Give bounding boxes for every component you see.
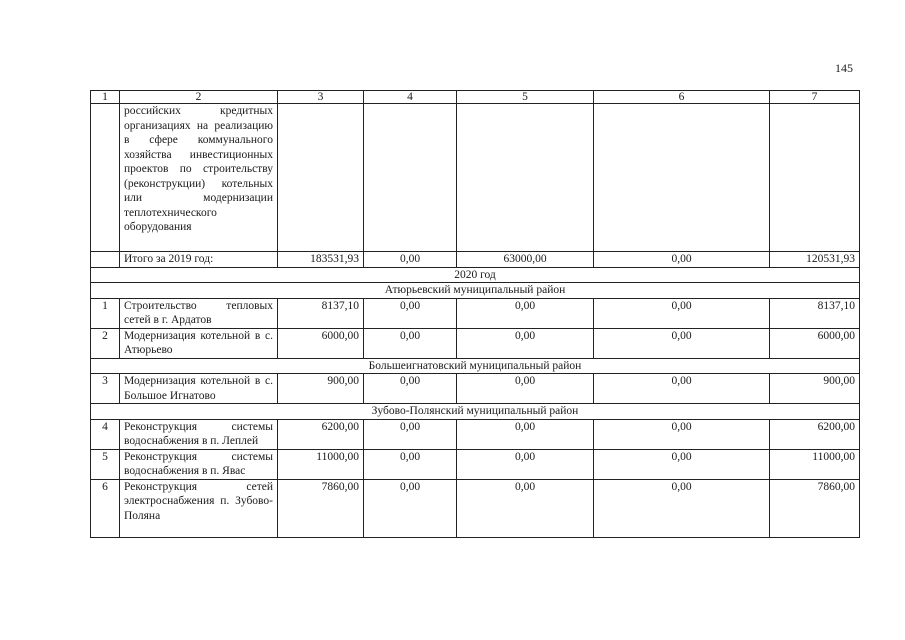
row-col3: 6000,00 (278, 328, 364, 358)
total-2019-col3: 183531,93 (278, 252, 364, 268)
year-row (91, 267, 860, 283)
row-col5: 0,00 (457, 419, 594, 449)
row-col3: 8137,10 (278, 298, 364, 328)
table-row (91, 479, 860, 537)
table-row (91, 328, 860, 358)
budget-table (90, 90, 860, 538)
row-col3: 7860,00 (278, 479, 364, 537)
row-col4: 0,00 (364, 328, 457, 358)
row-number: 2 (91, 328, 120, 358)
row-number: 5 (91, 449, 120, 479)
table-row (91, 449, 860, 479)
district-row (91, 358, 860, 374)
row-col3: 11000,00 (278, 449, 364, 479)
district-heading: Атюрьевский муниципальный район (91, 283, 860, 299)
total-2019-col6: 0,00 (594, 252, 770, 268)
table-row (91, 298, 860, 328)
row-col6: 0,00 (594, 419, 770, 449)
continued-row (91, 104, 860, 252)
district-heading: Зубово-Полянский муниципальный район (91, 404, 860, 420)
column-header: 5 (457, 91, 594, 104)
row-name: Реконструкция системы водоснабжения в п. Явас (120, 449, 278, 479)
row-name: Строительство тепловых сетей в г. Ардатов (120, 298, 278, 328)
column-header: 6 (594, 91, 770, 104)
column-header: 7 (770, 91, 860, 104)
row-name: Реконструкция системы водоснабжения в п. Леплей (120, 419, 278, 449)
row-col4: 0,00 (364, 449, 457, 479)
row-col4: 0,00 (364, 374, 457, 404)
row-col5: 0,00 (457, 449, 594, 479)
row-col7: 8137,10 (770, 298, 860, 328)
row-col6: 0,00 (594, 449, 770, 479)
row-name: Модернизация котельной в с. Большое Игнатово (120, 374, 278, 404)
row-number: 4 (91, 419, 120, 449)
table-row (91, 374, 860, 404)
row-col5: 0,00 (457, 479, 594, 537)
row-name: Модернизация котельной в с. Атюрьево (120, 328, 278, 358)
row-col6: 0,00 (594, 328, 770, 358)
row-col7: 900,00 (770, 374, 860, 404)
row-name: Реконструкция сетей электроснабжения п. Зубово-Поляна (120, 479, 278, 537)
row-col5: 0,00 (457, 328, 594, 358)
district-row (91, 404, 860, 420)
row-col6: 0,00 (594, 298, 770, 328)
row-col4: 0,00 (364, 419, 457, 449)
total-2019-col7: 120531,93 (770, 252, 860, 268)
row-col4: 0,00 (364, 479, 457, 537)
row-col7: 6200,00 (770, 419, 860, 449)
continued-row-name: российских кредитных организациях на реализацию в сфере коммунального хозяйства инвестиционных проектов по строительству (реконструкции) котельных или модернизации теплотехнического оборудования (120, 104, 278, 252)
row-col3: 900,00 (278, 374, 364, 404)
year-heading: 2020 год (91, 267, 860, 283)
district-heading: Большеигнатовский муниципальный район (91, 358, 860, 374)
column-header: 2 (120, 91, 278, 104)
row-col5: 0,00 (457, 298, 594, 328)
row-col7: 7860,00 (770, 479, 860, 537)
row-col7: 11000,00 (770, 449, 860, 479)
table-row (91, 419, 860, 449)
row-col6: 0,00 (594, 479, 770, 537)
table-header-row (91, 91, 860, 104)
row-col4: 0,00 (364, 298, 457, 328)
total-2019-label: Итого за 2019 год: (120, 252, 278, 268)
row-number: 3 (91, 374, 120, 404)
row-col3: 6200,00 (278, 419, 364, 449)
column-header: 4 (364, 91, 457, 104)
row-col6: 0,00 (594, 374, 770, 404)
total-2019-row (91, 252, 860, 268)
total-2019-col5: 63000,00 (457, 252, 594, 268)
row-number: 6 (91, 479, 120, 537)
row-col7: 6000,00 (770, 328, 860, 358)
total-2019-col4: 0,00 (364, 252, 457, 268)
column-header: 3 (278, 91, 364, 104)
page-number: 145 (835, 61, 853, 75)
row-number: 1 (91, 298, 120, 328)
district-row (91, 283, 860, 299)
row-col5: 0,00 (457, 374, 594, 404)
column-header: 1 (91, 91, 120, 104)
